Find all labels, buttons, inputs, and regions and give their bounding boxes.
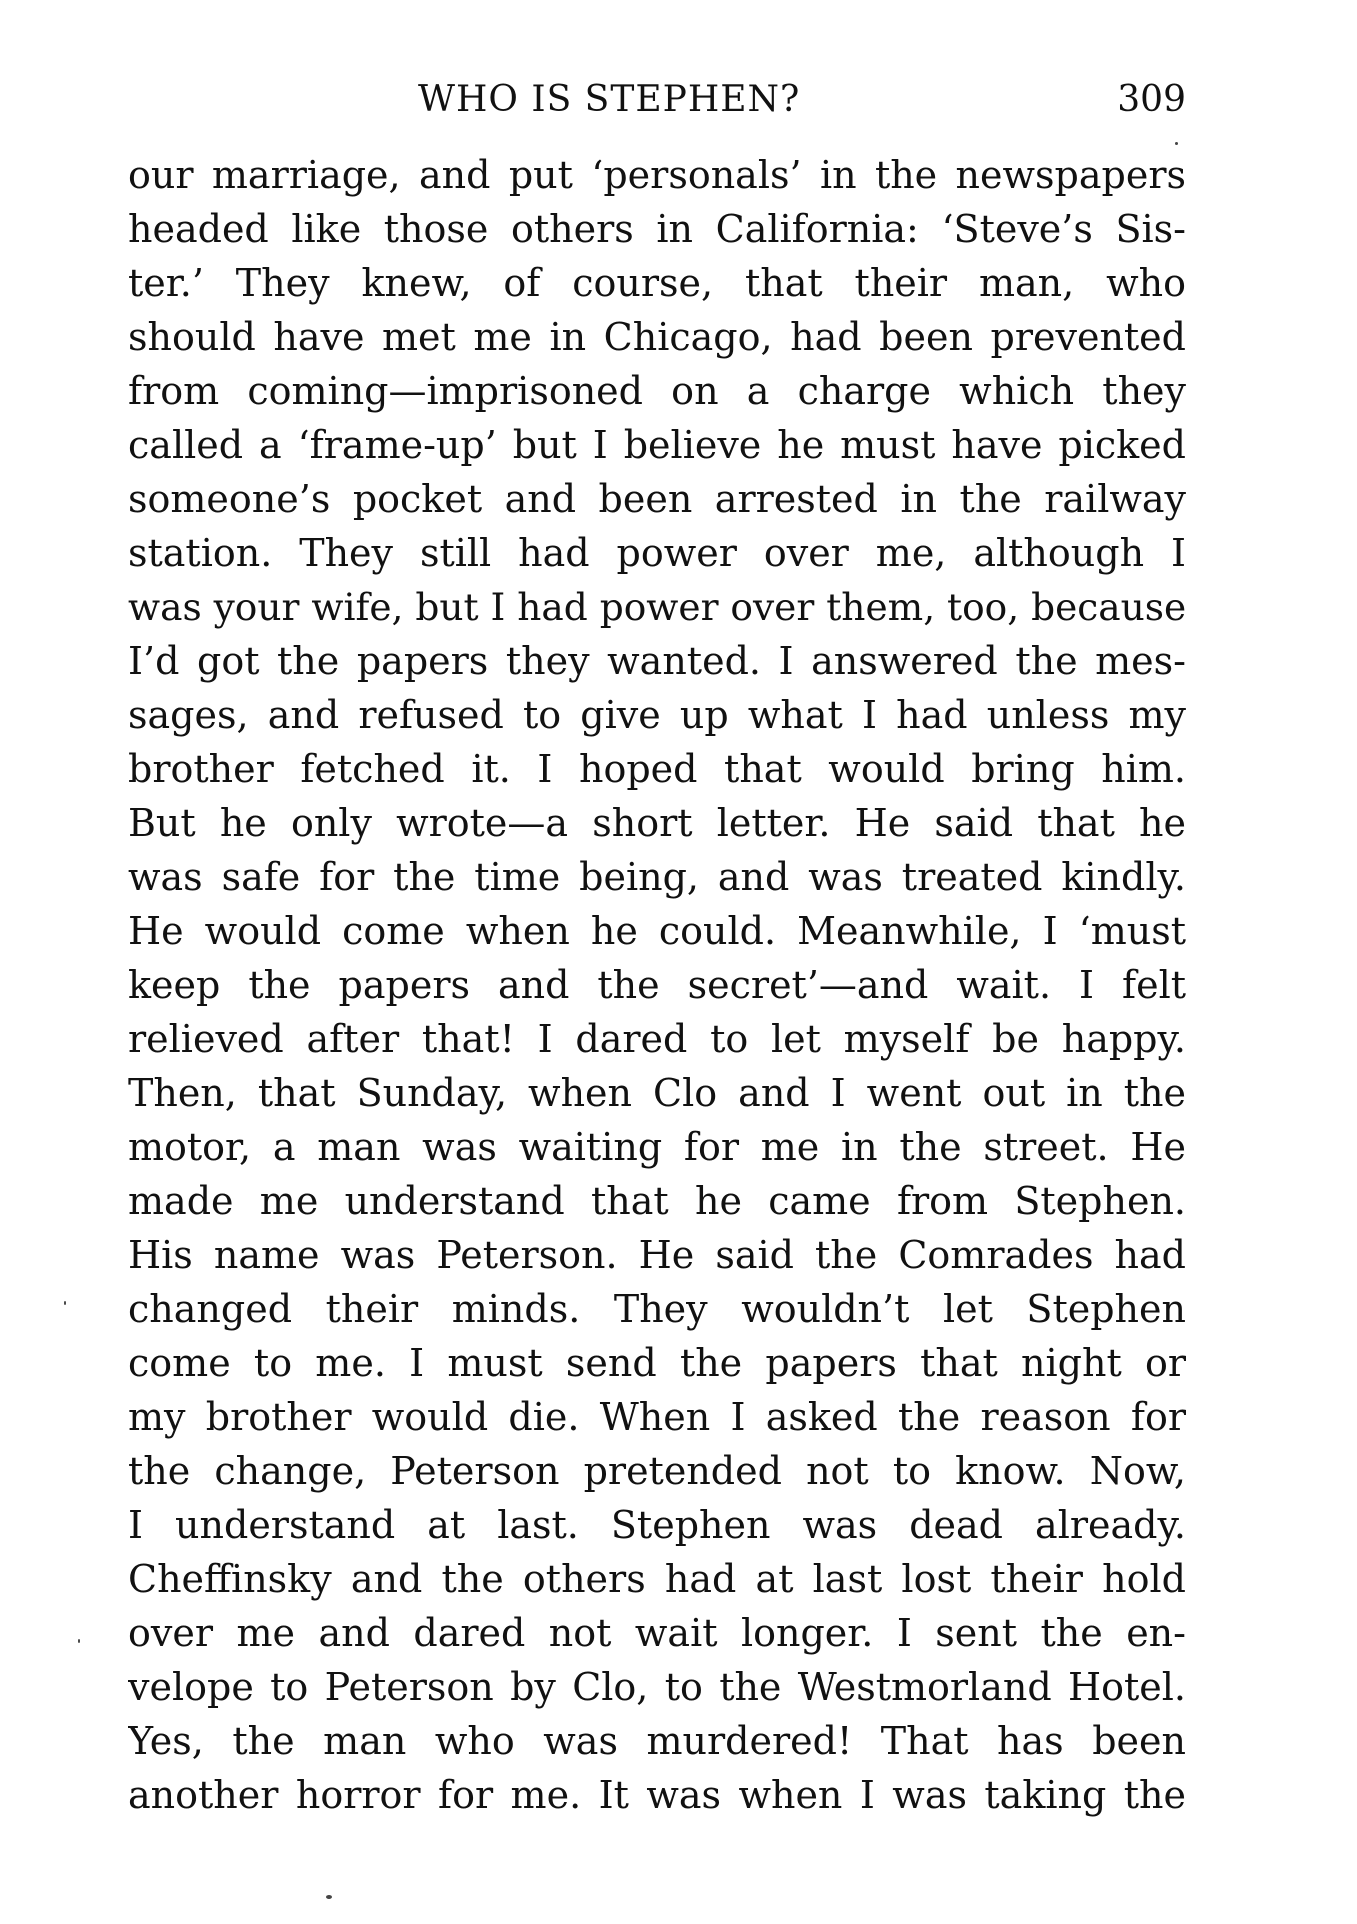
text-line: station. They still had power over me, although I <box>128 531 1186 575</box>
text-line: made me understand that he came from Stephen. <box>128 1179 1186 1223</box>
text-line: motor, a man was waiting for me in the street. He <box>128 1125 1186 1169</box>
text-line: I’d got the papers they wanted. I answered the mes- <box>128 639 1186 683</box>
text-line: keep the papers and the secret’—and wait. I felt <box>128 963 1186 1007</box>
text-line: was safe for the time being, and was treated kindly. <box>128 855 1186 899</box>
text-line: come to me. I must send the papers that night or <box>128 1341 1186 1385</box>
running-title: WHO IS STEPHEN? <box>418 79 801 120</box>
text-line: was your wife, but I had power over them, too, because <box>128 585 1186 629</box>
text-line: I understand at last. Stephen was dead already. <box>128 1503 1186 1547</box>
scan-speck <box>326 1895 332 1899</box>
text-line: headed like those others in California: ‘Steve’s Sis- <box>128 207 1186 251</box>
page-number: 309 <box>1117 79 1186 120</box>
text-line: our marriage, and put ‘personals’ in the newspapers <box>128 153 1186 197</box>
body-text <box>128 148 1186 1822</box>
text-line: my brother would die. When I asked the reason for <box>128 1395 1186 1439</box>
text-line: Then, that Sunday, when Clo and I went out in the <box>128 1071 1186 1115</box>
running-head <box>128 68 1186 132</box>
text-line: relieved after that! I dared to let myself be happy. <box>128 1017 1186 1061</box>
text-line: the change, Peterson pretended not to know. Now, <box>128 1449 1186 1493</box>
scan-speck <box>78 1639 80 1643</box>
text-line: velope to Peterson by Clo, to the Westmorland Hotel. <box>128 1665 1186 1709</box>
scan-speck <box>1175 142 1178 145</box>
text-line: another horror for me. It was when I was taking the <box>128 1773 1186 1817</box>
text-line: His name was Peterson. He said the Comrades had <box>128 1233 1186 1277</box>
text-line: But he only wrote—a short letter. He said that he <box>128 801 1186 845</box>
text-line: Cheffinsky and the others had at last lost their hold <box>128 1557 1186 1601</box>
text-line: Yes, the man who was murdered! That has been <box>128 1719 1186 1763</box>
text-line: over me and dared not wait longer. I sent the en- <box>128 1611 1186 1655</box>
text-line: brother fetched it. I hoped that would bring him. <box>128 747 1186 791</box>
text-line: sages, and refused to give up what I had unless my <box>128 693 1186 737</box>
text-line: He would come when he could. Meanwhile, I ‘must <box>128 909 1186 953</box>
text-line: from coming—imprisoned on a charge which they <box>128 369 1186 413</box>
text-line: someone’s pocket and been arrested in the railway <box>128 477 1186 521</box>
scan-speck <box>64 1301 66 1305</box>
text-line: ter.’ They knew, of course, that their man, who <box>128 261 1186 305</box>
text-line: should have met me in Chicago, had been prevented <box>128 315 1186 359</box>
text-line: called a ‘frame-up’ but I believe he must have picked <box>128 423 1186 467</box>
text-line: changed their minds. They wouldn’t let Stephen <box>128 1287 1186 1331</box>
